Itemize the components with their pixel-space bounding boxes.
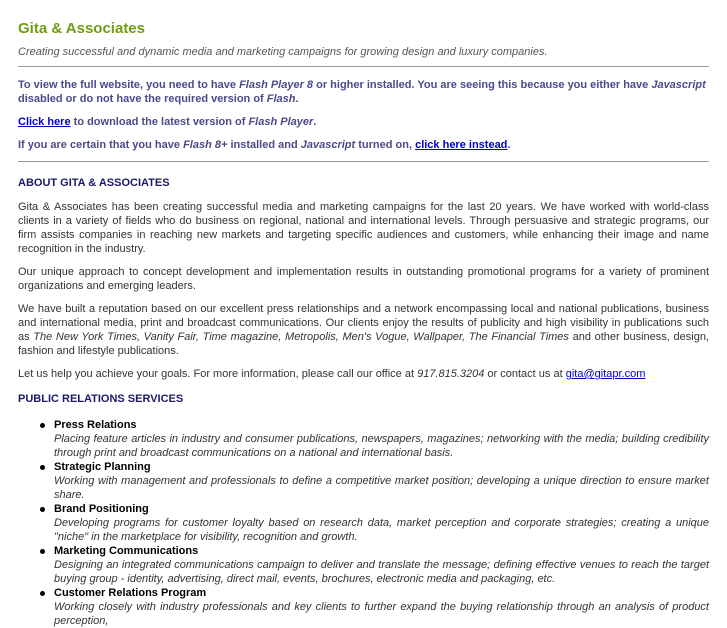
divider-top: [18, 66, 709, 67]
certain-text: .: [507, 139, 511, 151]
about-heading: ABOUT GITA & ASSOCIATES: [18, 177, 170, 189]
bullet-icon: [40, 507, 45, 512]
service-title: Brand Positioning: [54, 503, 149, 515]
certain-js: Javascript: [300, 139, 356, 151]
divider-middle: [18, 161, 709, 162]
notice-text: disabled or do not have the required version of: [18, 93, 267, 105]
bullet-icon: [40, 591, 45, 596]
notice-flash: Flash Player 8: [239, 79, 314, 91]
list-item: [40, 418, 709, 460]
about-paragraph-2: Our unique approach to concept development and implementation results in outstanding promotional programs for a variety of prominent organizations and emerging leaders.: [18, 266, 709, 292]
flash-notice: [18, 78, 709, 152]
certain-text: If you are certain that you have: [18, 139, 184, 151]
click-here-instead-link[interactable]: click here instead: [415, 139, 508, 151]
bullet-icon: [40, 423, 45, 428]
about-p3-text: and other business, design, fashion and lifestyle publications.: [18, 331, 709, 357]
download-line: [18, 115, 709, 129]
bullet-icon: [40, 465, 45, 470]
service-description: Designing an integrated communications campaign to deliver and translate the message; defining effective venues to reach the target buying group - identity, advertising, direct mail, events, brochures, electronic media and packaging, etc.: [54, 559, 709, 585]
flash-notice-text: [18, 78, 709, 106]
about-paragraph-4: [18, 367, 709, 381]
service-description: Working closely with industry professionals and key clients to further expand the buying relationship through an analysis of product perception,: [54, 601, 709, 627]
certain-line: [18, 138, 709, 152]
phone-number: 917.815.3204: [417, 368, 485, 380]
notice-flash: Flash: [266, 93, 296, 105]
service-title: Customer Relations Program: [54, 587, 207, 599]
certain-flash: Flash 8+: [183, 139, 228, 151]
certain-text: installed and: [227, 139, 301, 151]
download-flash: Flash Player: [248, 116, 314, 128]
download-flash-link[interactable]: Click here: [18, 116, 71, 128]
bullet-icon: [40, 549, 45, 554]
site-title: Gita & Associates: [18, 20, 145, 37]
list-item: [40, 502, 709, 544]
publication-list: The New York Times, Vanity Fair, Time magazine, Metropolis, Men's Vogue, Wallpaper, The Financial Times: [33, 331, 569, 343]
notice-text: To view the full website, you need to have: [18, 79, 240, 91]
notice-text: or higher installed. You are seeing this because you either have: [313, 79, 652, 91]
service-title: Press Relations: [54, 419, 137, 431]
list-item: [40, 586, 709, 628]
notice-js: Javascript: [651, 79, 706, 91]
service-title: Marketing Communications: [54, 545, 199, 557]
tagline: Creating successful and dynamic media and marketing campaigns for growing design and luxury companies.: [18, 46, 548, 58]
about-p3-text: We have built a reputation based on our excellent press relationships and a network encompassing local and national publications, business and international media, print and broadcast communications. Our clients enjoy the results of publicity and high visibility in publications such as: [18, 303, 709, 343]
about-paragraph-3: [18, 302, 709, 358]
about-paragraph-1: Gita & Associates has been creating successful media and marketing campaigns for the last 20 years. We have worked with world-class clients in a variety of fields who do business on regional, national and international levels. Through persuasive and strategic programs, our firm assists companies in reaching new markets and targeting specific audiences and customers, while enhancing their image and name recognition in the industry.: [18, 201, 709, 255]
services-list: [18, 418, 709, 628]
contact-text: or contact us at: [484, 368, 566, 380]
service-description: Placing feature articles in industry and consumer publications, newspapers, magazines; networking with the media; building credibility through print and broadcast communications on a national and international basis.: [54, 433, 709, 459]
service-title: Strategic Planning: [54, 461, 151, 473]
contact-text: Let us help you achieve your goals. For more information, please call our office at: [18, 368, 418, 380]
notice-text: .: [295, 93, 299, 105]
list-item: [40, 544, 709, 586]
download-text: .: [313, 116, 317, 128]
download-text: to download the latest version of: [70, 116, 249, 128]
email-link[interactable]: gita@gitapr.com: [565, 368, 646, 380]
services-heading: PUBLIC RELATIONS SERVICES: [18, 393, 184, 405]
service-description: Developing programs for customer loyalty based on research data, market perception and corporate strategies; creating a unique "niche" in the marketplace for visibility, recognition and growth.: [54, 517, 709, 543]
service-description: Working with management and professionals to define a competitive market position; developing a unique direction to ensure market share.: [54, 475, 709, 501]
certain-text: turned on,: [355, 139, 416, 151]
list-item: [40, 460, 709, 502]
